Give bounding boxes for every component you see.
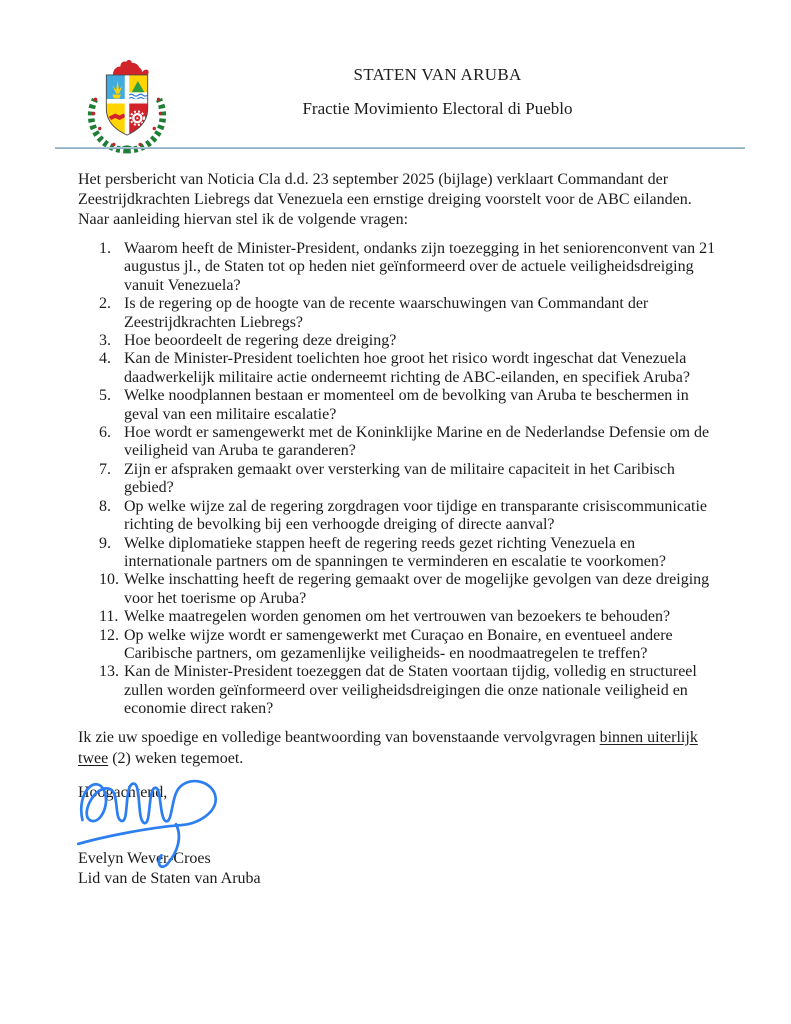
intro-paragraph: Het persbericht van Noticia Cla d.d. 23 september 2025 (bijlage) verklaart Commandant der Zeestrijdkrachten Liebregs dat Venezuela een ernstige dreiging voorstelt voor de ABC eilanden. Naar aanleiding hiervan stel ik de volgende vragen: bbox=[78, 171, 692, 228]
page-subtitle: Fractie Movimiento Electoral di Pueblo bbox=[302, 99, 573, 118]
question-number: 13. bbox=[99, 663, 119, 681]
question-text: Waarom heeft de Minister-President, ondanks zijn toezegging in het seniorenconvent van 21 augustus jl., de Staten tot op heden niet geïnformeerd over de actuele veiligheidsdreiging vanuit Venezuela? bbox=[124, 240, 716, 294]
question-item bbox=[78, 295, 720, 332]
question-text: Kan de Minister-President toezeggen dat de Staten voortaan tijdig, volledig en structureel zullen worden geïnformeerd over veiligheidsdreigingen die onze nationale veiligheid en economie direct raken? bbox=[124, 663, 697, 718]
question-number: 6. bbox=[99, 424, 111, 442]
question-number: 11. bbox=[99, 608, 119, 626]
question-item bbox=[78, 663, 720, 718]
question-item bbox=[78, 608, 720, 626]
question-text: Op welke wijze zal de regering zorgdragen voor tijdige en transparante crisiscommunicatie richting de bevolking bij een verhoogde dreiging of directe aanval? bbox=[124, 497, 708, 534]
question-item bbox=[78, 571, 720, 608]
question-number: 8. bbox=[99, 497, 111, 515]
closing-text: (2) weken tegemoet. bbox=[108, 749, 244, 767]
question-item bbox=[78, 387, 720, 424]
question-number: 10. bbox=[99, 571, 119, 589]
question-text: Hoe wordt er samengewerkt met de Koninklijke Marine en de Nederlandse Defensie om de veiligheid van Aruba te garanderen? bbox=[124, 424, 710, 460]
question-item bbox=[78, 627, 720, 664]
signer-name: Evelyn Wever-Croes bbox=[78, 849, 211, 867]
questions-list bbox=[78, 240, 720, 719]
question-number: 1. bbox=[99, 240, 111, 257]
letterhead bbox=[155, 64, 720, 120]
question-text: Kan de Minister-President toelichten hoe groot het risico wordt ingeschat dat Venezuela daadwerkelijk militaire actie onderneemt richting de ABC-eilanden, en specifiek Aruba? bbox=[124, 350, 691, 386]
signer-title: Lid van de Staten van Aruba bbox=[78, 869, 261, 887]
question-text: Is de regering op de hoogte van de recente waarschuwingen van Commandant der Zeestrijdkrachten Liebregs? bbox=[124, 295, 649, 331]
question-text: Welke maatregelen worden genomen om het vertrouwen van bezoekers te behouden? bbox=[124, 608, 671, 626]
question-number: 2. bbox=[99, 295, 111, 313]
question-item bbox=[78, 498, 720, 535]
question-number: 4. bbox=[99, 350, 111, 368]
question-item bbox=[78, 424, 720, 461]
question-text: Op welke wijze wordt er samengewerkt met Curaçao en Bonaire, en eventueel andere Caribische partners, om gezamenlijke veiligheids- en noodmaatregelen te treffen? bbox=[124, 626, 673, 662]
question-item bbox=[78, 535, 720, 572]
question-number: 12. bbox=[99, 626, 119, 644]
deadline-underline-1: binnen uiterlijk bbox=[599, 728, 698, 746]
question-text: Zijn er afspraken gemaakt over versterking van de militaire capaciteit in het Caribisch gebied? bbox=[124, 460, 675, 497]
signer-block bbox=[78, 849, 720, 889]
deadline-underline-2: twee bbox=[78, 749, 109, 767]
header-divider bbox=[55, 147, 745, 149]
question-item bbox=[78, 461, 720, 498]
salutation: Hoogachtend, bbox=[78, 783, 168, 801]
question-text: Welke inschatting heeft de regering gemaakt over de mogelijke gevolgen van deze dreiging voor het toerisme op Aruba? bbox=[124, 571, 710, 607]
question-number: 3. bbox=[99, 332, 111, 350]
question-text: Welke diplomatieke stappen heeft de regering reeds gezet richting Venezuela en internationale partners om de spanningen te verminderen en escalatie te voorkomen? bbox=[124, 534, 667, 570]
question-item bbox=[78, 332, 720, 350]
page-title: STATEN VAN ARUBA bbox=[353, 65, 522, 84]
question-number: 7. bbox=[99, 460, 111, 478]
question-item bbox=[78, 240, 720, 295]
question-number: 9. bbox=[99, 534, 111, 552]
closing-paragraph bbox=[78, 727, 720, 769]
letter-body bbox=[78, 156, 720, 889]
question-text: Welke noodplannen bestaan er momenteel om de bevolking van Aruba te beschermen in geval van een militaire escalatie? bbox=[124, 387, 689, 423]
question-text: Hoe beoordeelt de regering deze dreiging? bbox=[124, 332, 397, 350]
shield-quarters bbox=[106, 75, 147, 135]
question-number: 5. bbox=[99, 387, 111, 405]
closing-text: Ik zie uw spoedige en volledige beantwoording van bovenstaande vervolgvragen bbox=[78, 728, 600, 746]
question-item bbox=[78, 350, 720, 387]
